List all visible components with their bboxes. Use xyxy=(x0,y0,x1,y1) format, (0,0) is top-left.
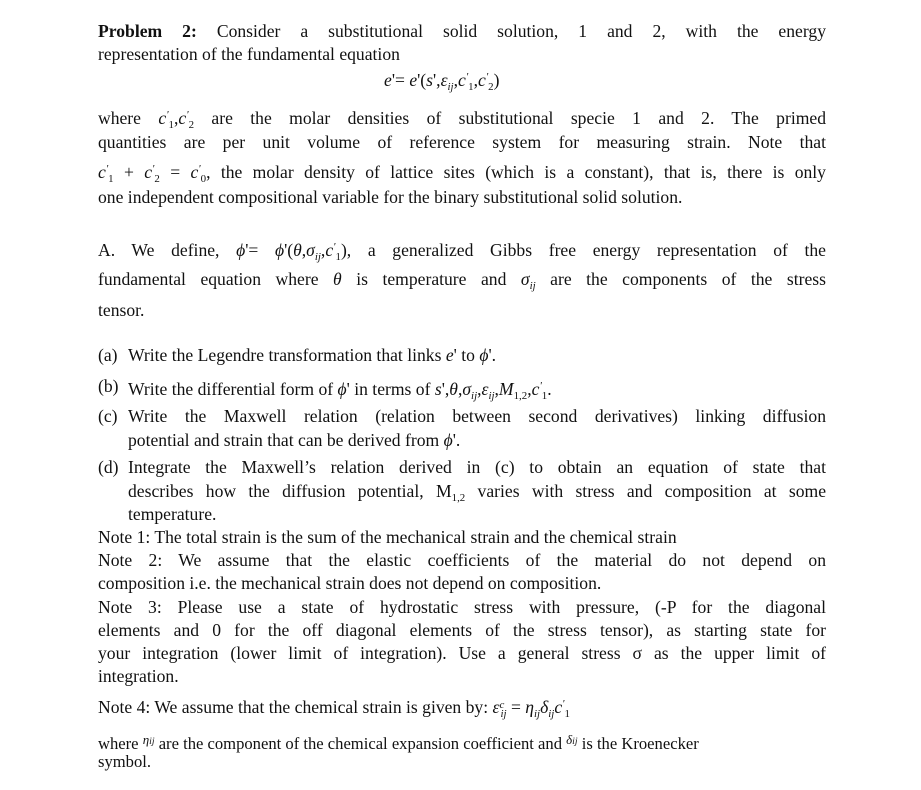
where-line-4: one independent compositional variable for the binary substitutional solid solution. xyxy=(98,187,683,207)
problem-intro-line-1: Problem 2: Consider a substitutional solid solution, 1 and 2, with the energy xyxy=(98,21,826,41)
problem-label: Problem 2: xyxy=(98,21,197,41)
question-d-line-1: Integrate the Maxwell’s relation derived in (c) to obtain an equation of state that xyxy=(128,457,826,477)
last-line-1: where $^{\eta ij}$ are the component of the chemical expansion coefficient and $^{\delta ij}$ is the Kroenecker xyxy=(98,732,699,754)
question-b-text: Write the differential form of ϕ' in terms of $s',\theta,\sigma_{ij},\varepsilon_{ij},M_{1,2},c'_1$. xyxy=(128,379,552,402)
question-d-line-2: describes how the diffusion potential, $M_{1,2}$ varies with stress and composition at some xyxy=(128,481,827,504)
note-2-line-2: composition i.e. the mechanical strain does not depend on composition. xyxy=(98,573,602,593)
question-b-label: (b) xyxy=(98,376,119,396)
note-3-line-3: your integration (lower limit of integration). Use a general stress σ as the upper limit of xyxy=(98,643,826,663)
fundamental-equation: $e'= e'(s',\varepsilon_{ij},c'_1,c'_2)$ xyxy=(384,70,500,93)
question-c-label: (c) xyxy=(98,406,118,426)
question-a-text: Write the Legendre transformation that links e' to ϕ'. xyxy=(128,345,497,365)
note-3-line-4: integration. xyxy=(98,666,179,686)
part-a-line-3: tensor. xyxy=(98,300,145,320)
note-1: Note 1: The total strain is the sum of the mechanical strain and the chemical strain xyxy=(98,527,677,547)
problem-intro-line-2: representation of the fundamental equation xyxy=(98,44,400,64)
where-line-2: quantities are per unit volume of reference system for measuring strain. Note that xyxy=(98,132,826,152)
where-line-3: $c'_1 + c'_2 = c'_0$, the molar density of lattice sites (which is a constant), that is, there is only xyxy=(98,162,826,185)
question-c-line-1: Write the Maxwell relation (relation between second derivatives) linking diffusion xyxy=(128,406,826,426)
note-4: Note 4: We assume that the chemical strain is given by: $\varepsilon^c_{ij} = \eta_{ij}\delta_{ij}c'_1$ xyxy=(98,697,570,720)
note-2-line-1: Note 2: We assume that the elastic coefficients of the material do not depend on xyxy=(98,550,826,570)
note-3-line-1: Note 3: Please use a state of hydrostatic stress with pressure, (-P for the diagonal xyxy=(98,597,826,617)
part-a-line-1: A. We define, $\phi'= \phi'(\theta,\sigma_{ij},c'_1)$, a generalized Gibbs free energy representation of the xyxy=(98,240,826,263)
question-a-label: (a) xyxy=(98,345,118,365)
note-3-line-2: elements and 0 for the off diagonal elements of the stress tensor), as starting state for xyxy=(98,620,826,640)
question-c-line-2: potential and strain that can be derived from ϕ'. xyxy=(128,430,461,450)
where-line-1: where $c'_1,c'_2$ are the molar densities of substitutional specie 1 and 2. The primed xyxy=(98,108,827,131)
question-d-line-3: temperature. xyxy=(128,504,217,524)
last-line-2: symbol. xyxy=(98,752,152,771)
question-d-label: (d) xyxy=(98,457,119,477)
part-a-line-2: fundamental equation where θ is temperature and $\sigma_{ij}$ are the components of the stress xyxy=(98,269,826,292)
